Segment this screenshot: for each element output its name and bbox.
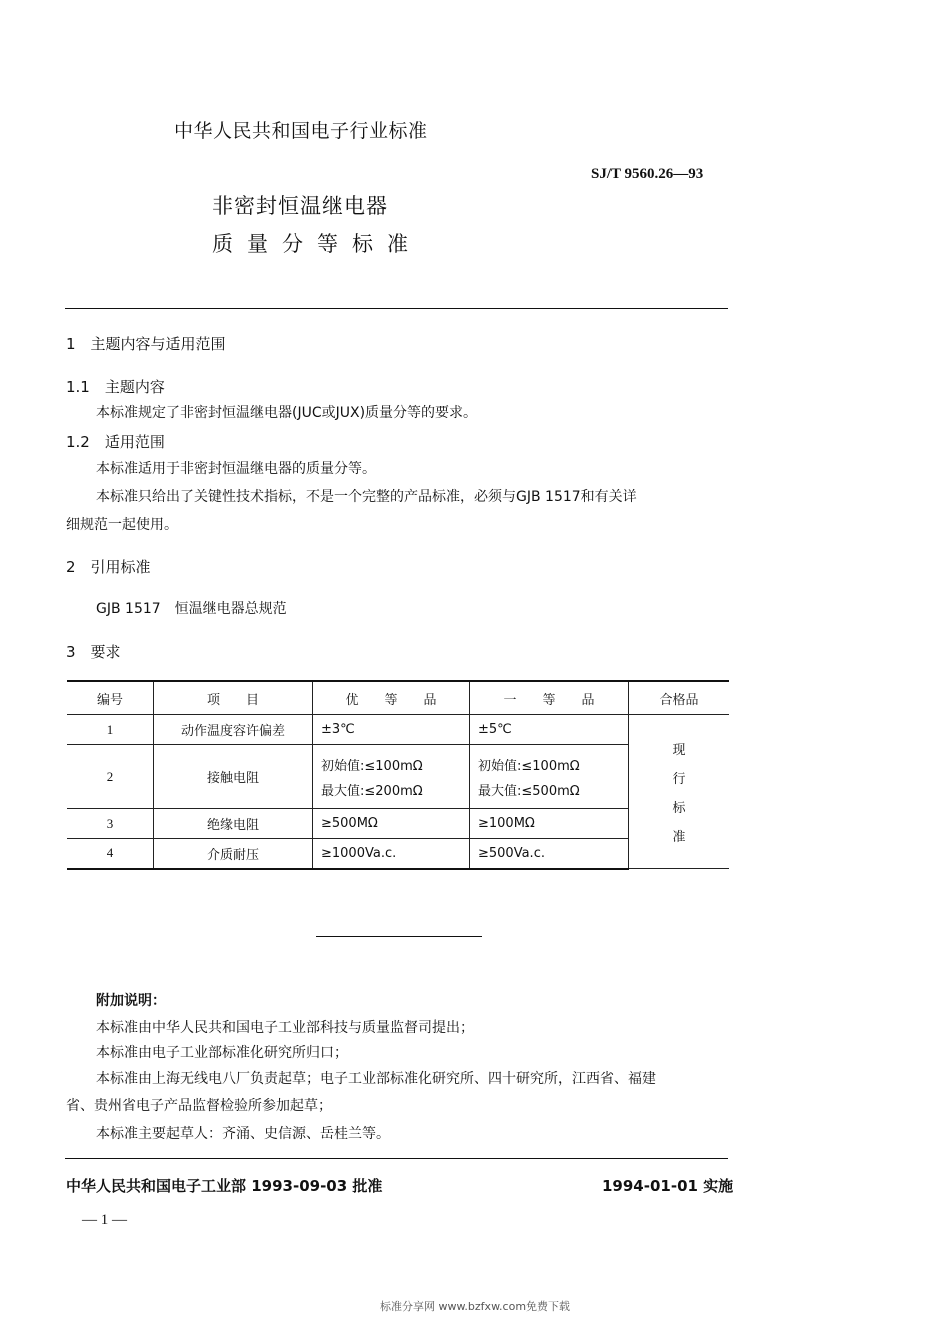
premium-value: ≥1000Va.c. (313, 839, 470, 869)
standard-number: SJ/T 9560.26—93 (591, 166, 704, 182)
section-1-1-heading: 1.1 主题内容 (66, 378, 165, 396)
col-header-qualified: 合格品 (629, 681, 730, 715)
table-header-row (67, 681, 729, 715)
premium-initial-value: 初始值:≤100mΩ (321, 758, 423, 774)
premium-value: ≥500MΩ (313, 809, 470, 839)
first-class-max-value: 最大值:≤500mΩ (478, 783, 580, 799)
watermark: 标准分享网 www.bzfxw.com免费下载 (379, 1300, 571, 1313)
notes-line: 本标准由上海无线电八厂负责起草；电子工业部标准化研究所、四十研究所，江西省、福建 (96, 1071, 656, 1087)
first-class-value: ≥100MΩ (470, 809, 629, 839)
premium-max-value: 最大值:≤200mΩ (321, 783, 423, 799)
notes-line: 本标准主要起草人：齐涌、史信源、岳桂兰等。 (96, 1126, 390, 1142)
requirements-table (67, 680, 729, 870)
row-number: 4 (67, 839, 154, 869)
reference-standard: GJB 1517 恒温继电器总规范 (96, 601, 287, 617)
row-item: 动作温度容许偏差 (154, 715, 313, 745)
issuing-authority: 中华人民共和国电子行业标准 (174, 120, 428, 142)
section-3-heading: 3 要求 (66, 643, 121, 661)
section-1-2-text2-line1: 本标准只给出了关键性技术指标，不是一个完整的产品标准，必须与GJB 1517和有关详 (96, 489, 637, 505)
qualified-vertical-text (672, 739, 685, 845)
approval-line: 中华人民共和国电子工业部 1993-09-03 批准 (66, 1177, 383, 1195)
header-divider (65, 308, 728, 309)
row-item: 绝缘电阻 (154, 809, 313, 839)
col-header-item: 项 目 (154, 681, 313, 715)
section-2-heading: 2 引用标准 (66, 558, 151, 576)
section-1-2-text1: 本标准适用于非密封恒温继电器的质量分等。 (96, 461, 376, 477)
col-header-no: 编号 (67, 681, 154, 715)
footer-divider (65, 1158, 728, 1159)
document-title-line1: 非密封恒温继电器 (212, 194, 388, 218)
notes-line: 省、贵州省电子产品监督检验所参加起草； (66, 1098, 332, 1114)
first-class-value (470, 745, 629, 809)
section-1-heading: 1 主题内容与适用范围 (66, 335, 226, 353)
first-class-initial-value: 初始值:≤100mΩ (478, 758, 580, 774)
notes-line: 本标准由中华人民共和国电子工业部科技与质量监督司提出； (96, 1020, 474, 1036)
qualified-cell (629, 715, 730, 869)
notes-line: 本标准由电子工业部标准化研究所归口； (96, 1045, 348, 1061)
row-item: 接触电阻 (154, 745, 313, 809)
row-number: 1 (67, 715, 154, 745)
effective-date: 1994-01-01 实施 (602, 1177, 734, 1195)
section-1-2-heading: 1.2 适用范围 (66, 433, 165, 451)
row-item: 介质耐压 (154, 839, 313, 869)
qualified-char: 标 (672, 800, 686, 816)
row-number: 3 (67, 809, 154, 839)
premium-value: ±3℃ (313, 715, 470, 745)
section-end-divider (316, 936, 482, 937)
page-number: — 1 — (82, 1212, 127, 1228)
section-1-1-text: 本标准规定了非密封恒温继电器(JUC或JUX)质量分等的要求。 (96, 405, 478, 421)
qualified-char: 行 (672, 771, 686, 787)
notes-heading: 附加说明： (96, 993, 166, 1009)
first-class-value: ±5℃ (470, 715, 629, 745)
first-class-value: ≥500Va.c. (470, 839, 629, 869)
premium-value (313, 745, 470, 809)
row-number: 2 (67, 745, 154, 809)
qualified-char: 准 (672, 829, 686, 845)
section-1-2-text2-line2: 细规范一起使用。 (66, 517, 178, 533)
document-title-line2: 质量分等标准 (212, 232, 422, 256)
col-header-premium: 优 等 品 (313, 681, 470, 715)
col-header-first-class: 一 等 品 (470, 681, 629, 715)
qualified-char: 现 (672, 742, 686, 758)
table-row (67, 715, 729, 745)
